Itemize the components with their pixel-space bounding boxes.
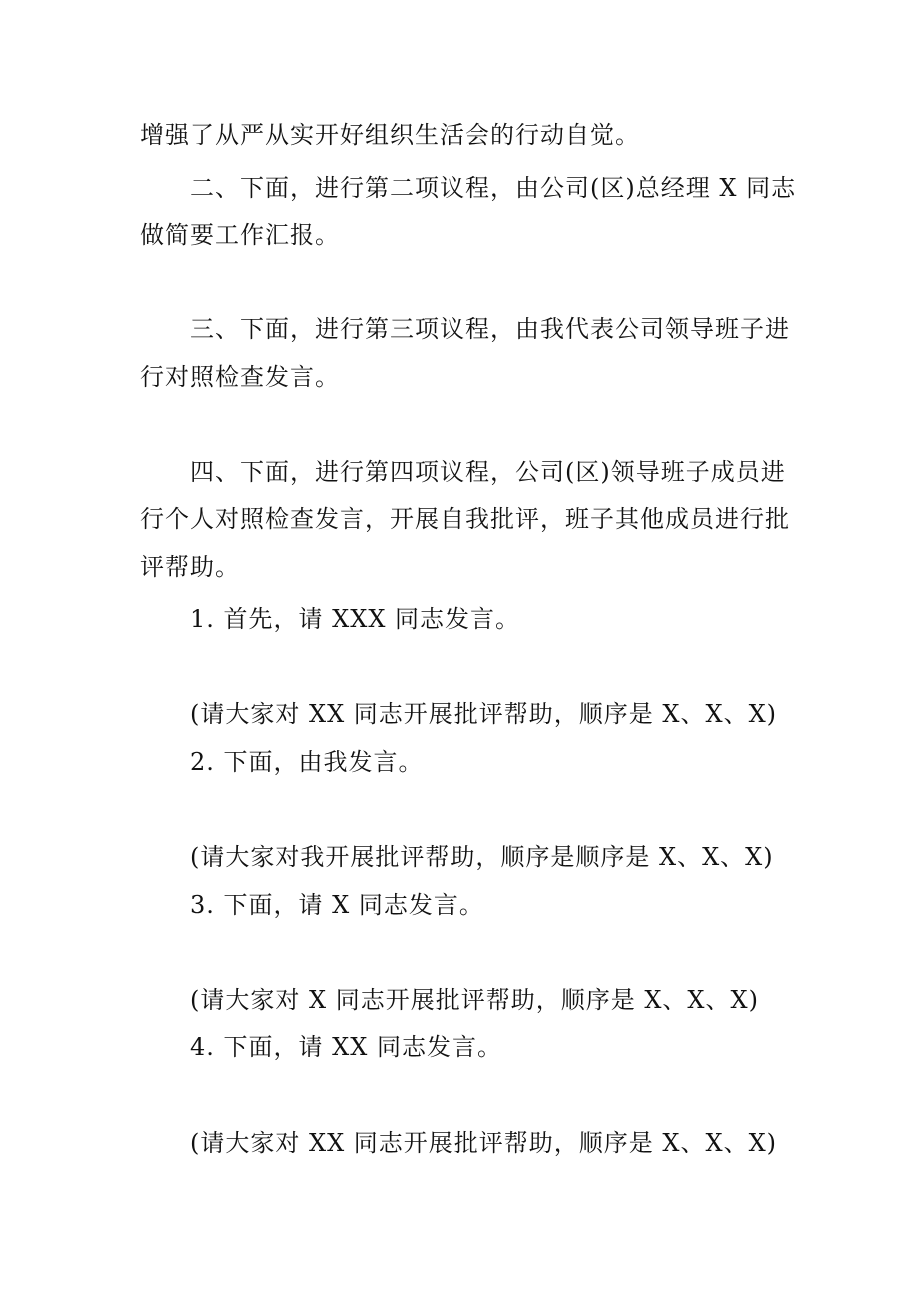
text-line-5: 行对照检查发言。 [140, 363, 340, 391]
text-line-8: 评帮助。 [140, 553, 240, 581]
text-line-7: 行个人对照检查发言，开展自我批评，班子其他成员进行批 [140, 505, 790, 533]
list-item-4-note: (请大家对 XX 同志开展批评帮助，顺序是 X、X、X) [190, 1129, 778, 1157]
list-item-3-note: (请大家对 X 同志开展批评帮助，顺序是 X、X、X) [190, 986, 759, 1014]
text-line-6: 四、下面，进行第四项议程，公司(区)领导班子成员进 [190, 458, 786, 486]
text-line-4: 三、下面，进行第三项议程，由我代表公司领导班子进 [190, 315, 790, 343]
text-line-1: 增强了从严从实开好组织生活会的行动自觉。 [140, 121, 640, 149]
list-item-1: 1. 首先，请 XXX 同志发言。 [190, 605, 521, 633]
list-item-2: 2. 下面，由我发言。 [190, 748, 424, 776]
list-item-4: 4. 下面，请 XX 同志发言。 [190, 1033, 502, 1061]
text-line-3: 做简要工作汇报。 [140, 221, 340, 249]
list-item-1-note: (请大家对 XX 同志开展批评帮助，顺序是 X、X、X) [190, 700, 778, 728]
list-item-2-note: (请大家对我开展批评帮助，顺序是顺序是 X、X、X) [190, 843, 774, 871]
list-item-3: 3. 下面，请 X 同志发言。 [190, 891, 484, 919]
text-line-2: 二、下面，进行第二项议程，由公司(区)总经理 X 同志 [190, 174, 797, 202]
